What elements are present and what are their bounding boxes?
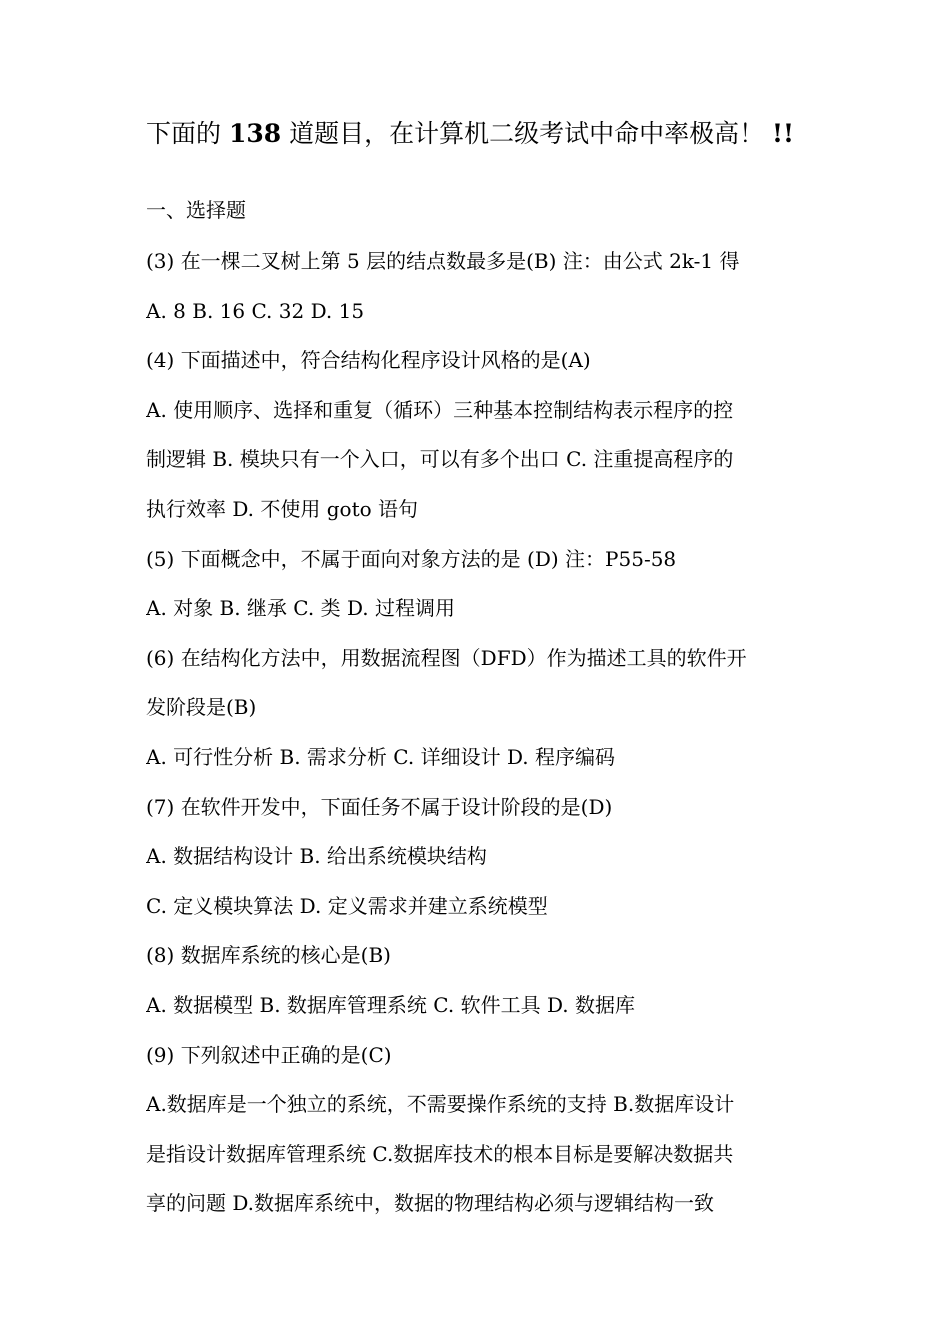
text-line: A. 数据模型 B. 数据库管理系统 C. 软件工具 D. 数据库 [146, 992, 635, 1017]
text-line: A. 对象 B. 继承 C. 类 D. 过程调用 [146, 596, 455, 621]
text-line: 享的问题 D.数据库系统中，数据的物理结构必须与逻辑结构一致 [146, 1191, 715, 1216]
section-heading: 一、选择题 [146, 198, 246, 222]
document-title [146, 112, 846, 156]
text-line: 制逻辑 B. 模块只有一个入口，可以有多个出口 C. 注重提高程序的 [146, 447, 734, 472]
text-line: A. 8 B. 16 C. 32 D. 15 [146, 298, 365, 323]
text-line: A. 数据结构设计 B. 给出系统模块结构 [146, 844, 487, 869]
text-line: 发阶段是(B) [146, 695, 257, 720]
text-line: (4) 下面描述中，符合结构化程序设计风格的是(A) [146, 348, 591, 373]
text-line: (5) 下面概念中，不属于面向对象方法的是 (D) 注：P55-58 [146, 546, 677, 571]
title-bang: !! [772, 119, 794, 148]
text-line: 是指设计数据库管理系统 C.数据库技术的根本目标是要解决数据共 [146, 1141, 734, 1166]
text-line: (9) 下列叙述中正确的是(C) [146, 1042, 392, 1067]
title-prefix: 下面的 [146, 119, 229, 148]
text-line: (3) 在一棵二叉树上第 5 层的结点数最多是(B) 注：由公式 2k-1 得 [146, 249, 740, 273]
text-line: (7) 在软件开发中，下面任务不属于设计阶段的是(D) [146, 794, 613, 819]
text-line: A.数据库是一个独立的系统，不需要操作系统的支持 B.数据库设计 [146, 1092, 735, 1117]
text-line: (8) 数据库系统的核心是(B) [146, 943, 391, 968]
text-line: A. 使用顺序、选择和重复（循环）三种基本控制结构表示程序的控 [146, 397, 734, 422]
text-line: C. 定义模块算法 D. 定义需求并建立系统模型 [146, 893, 548, 918]
text-line: A. 可行性分析 B. 需求分析 C. 详细设计 D. 程序编码 [146, 744, 615, 769]
text-line: 执行效率 D. 不使用 goto 语句 [146, 496, 419, 521]
question-body [146, 237, 810, 1229]
title-suffix: 道题目，在计算机二级考试中命中率极高！ [281, 119, 773, 148]
title-emphasis: 138 [228, 119, 282, 148]
text-line: (6) 在结构化方法中，用数据流程图（DFD）作为描述工具的软件开 [146, 645, 747, 670]
